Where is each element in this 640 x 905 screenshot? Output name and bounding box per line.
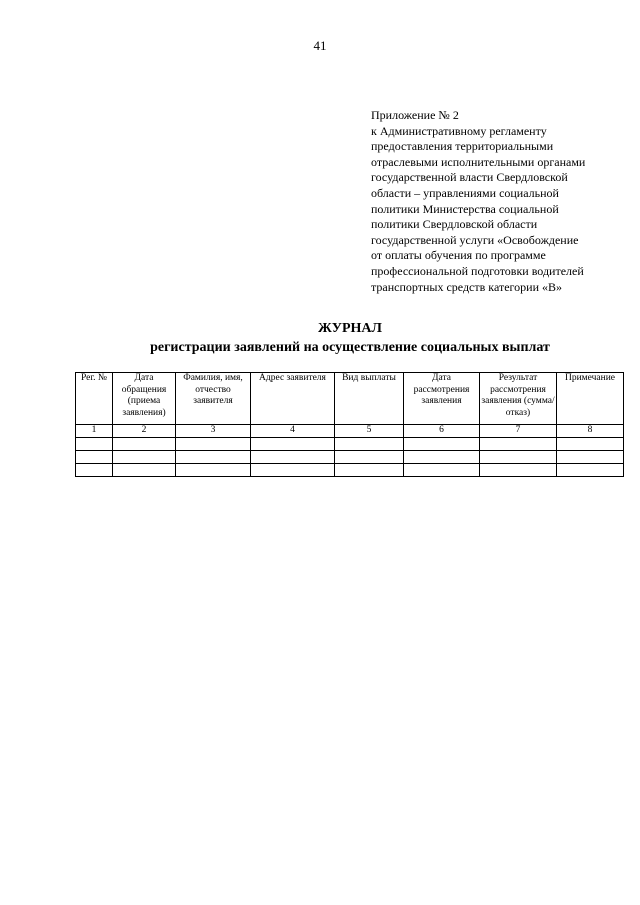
column-header-reg-number: Рег. № — [76, 373, 113, 425]
table-cell — [176, 463, 251, 476]
column-header-review-date: Дата рассмотрения заявления — [404, 373, 480, 425]
appendix-line: государственной власти Свердловской — [371, 170, 568, 185]
table-cell — [176, 437, 251, 450]
table-cell — [76, 437, 113, 450]
appendix-line: предоставления территориальными — [371, 139, 554, 154]
appendix-line: отраслевыми исполнительными органами — [371, 154, 586, 169]
column-number: 3 — [176, 425, 251, 438]
appendix-line: Приложение № 2 — [371, 108, 459, 122]
appendix-line: транспортных средств категории «В» — [371, 279, 562, 294]
table-cell — [480, 463, 557, 476]
table-cell — [557, 437, 624, 450]
table-cell — [113, 463, 176, 476]
table-cell — [404, 463, 480, 476]
column-header-payment-type: Вид выплаты — [335, 373, 404, 425]
column-number: 6 — [404, 425, 480, 438]
table-cell — [335, 463, 404, 476]
table-row — [76, 450, 624, 463]
table-cell — [557, 450, 624, 463]
page-number: 41 — [313, 38, 327, 53]
appendix-line: к Административному регламенту — [371, 123, 547, 138]
table-cell — [404, 450, 480, 463]
table-cell — [335, 437, 404, 450]
table-cell — [76, 463, 113, 476]
table-cell — [113, 437, 176, 450]
table-cell — [480, 450, 557, 463]
appendix-reference — [371, 108, 621, 295]
table-row — [76, 437, 624, 450]
column-number: 5 — [335, 425, 404, 438]
table-cell — [480, 437, 557, 450]
journal-subtitle: регистрации заявлений на осуществление социальных выплат — [150, 340, 550, 355]
appendix-line: политики Министерства социальной — [371, 201, 559, 216]
table-cell — [251, 437, 335, 450]
appendix-line: от оплаты обучения по программе — [371, 248, 546, 263]
appendix-line: политики Свердловской области — [371, 217, 538, 232]
table-cell — [557, 463, 624, 476]
table-cell — [335, 450, 404, 463]
column-header-review-result: Результат рассмотрения заявления (сумма/отказ) — [480, 373, 557, 425]
column-number: 1 — [76, 425, 113, 438]
column-number: 4 — [251, 425, 335, 438]
column-header-applicant-name: Фамилия, имя, отчество заявителя — [176, 373, 251, 425]
column-header-note: Примечание — [557, 373, 624, 425]
column-number: 8 — [557, 425, 624, 438]
column-number: 7 — [480, 425, 557, 438]
column-number: 2 — [113, 425, 176, 438]
registration-journal-table — [75, 372, 624, 477]
column-header-applicant-address: Адрес заявителя — [251, 373, 335, 425]
table-cell — [176, 450, 251, 463]
column-header-application-date: Дата обращения (приема заявления) — [113, 373, 176, 425]
column-numbers-row — [76, 425, 624, 438]
table-cell — [404, 437, 480, 450]
table-cell — [113, 450, 176, 463]
table-cell — [251, 463, 335, 476]
table-cell — [251, 450, 335, 463]
table-header-row — [76, 373, 624, 425]
table-row — [76, 463, 624, 476]
appendix-line: государственной услуги «Освобождение — [371, 232, 579, 247]
appendix-line: профессиональной подготовки водителей — [371, 263, 584, 278]
appendix-line: области – управлениями социальной — [371, 185, 559, 200]
table-cell — [76, 450, 113, 463]
journal-title: ЖУРНАЛ — [318, 321, 382, 336]
